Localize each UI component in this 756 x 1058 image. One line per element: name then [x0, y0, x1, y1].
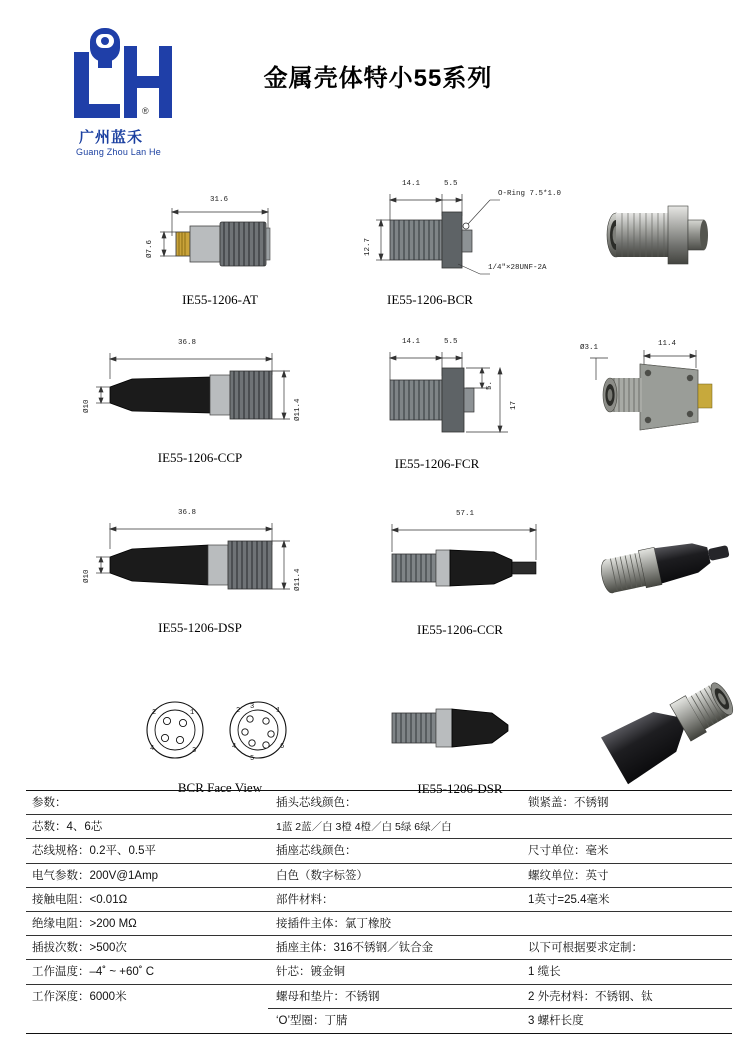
- spec-row: 1 缆长: [520, 960, 732, 984]
- spec-row: 绝缘电阻：>200 MΩ: [26, 912, 268, 936]
- spec-row: 参数：: [26, 791, 268, 815]
- drawing-dsr: [368, 685, 588, 771]
- photo-cell-dsr: [586, 680, 746, 790]
- drawing-cell-ccp: [80, 335, 320, 465]
- label-bcr-oring: O-Ring 7.5*1.0: [498, 190, 562, 198]
- spec-row: 芯数：4、6芯: [26, 815, 268, 839]
- caption-at: IE55-1206-AT: [182, 292, 258, 307]
- spec-row: 1英寸=25.4毫米: [520, 888, 732, 912]
- spec-row: 插头芯线颜色：: [268, 791, 520, 815]
- drawing-face-view: [120, 690, 320, 770]
- drawing-cell-dsp: [80, 505, 320, 635]
- svg-text:6: 6: [280, 743, 285, 751]
- spec-row: 针芯：镀金铜: [268, 960, 520, 984]
- spec-column-parameters: [26, 791, 268, 1033]
- drawing-cell-dsr: [368, 685, 588, 795]
- spec-row: 插拔次数：>500次: [26, 936, 268, 960]
- drawing-at: [120, 180, 320, 280]
- photo-fcr: [580, 340, 730, 436]
- spec-row: 以下可根据要求定制：: [520, 936, 732, 960]
- spec-row: [520, 912, 732, 936]
- drawing-cell-bcr: [362, 174, 582, 310]
- svg-text:5: 5: [250, 755, 255, 763]
- page-header: [0, 0, 756, 155]
- caption-ccr: IE55-1206-CCR: [417, 622, 503, 637]
- caption-dsr: IE55-1206-DSR: [417, 781, 503, 796]
- svg-text:4: 4: [232, 743, 237, 751]
- spec-row: 接插件主体：氯丁橡胶: [268, 912, 520, 936]
- caption-fcr: IE55-1206-FCR: [394, 456, 480, 471]
- spec-row: 部件材料：: [268, 888, 520, 912]
- photo-cell-fcr: [580, 340, 730, 450]
- dim-dsp-d2: Ø11.4: [294, 568, 302, 591]
- drawing-ccr: [368, 510, 588, 610]
- specification-table: [26, 790, 732, 1034]
- spec-row: 2 外壳材料：不锈钢、钛: [520, 985, 732, 1009]
- spec-column-notes: [520, 791, 732, 1033]
- svg-text:2: 2: [152, 709, 157, 717]
- spec-column-materials: [268, 791, 520, 1033]
- spec-row: 1蓝 2蓝／白 3橙 4橙／白 5绿 6绿／白: [268, 815, 520, 839]
- logo-chinese-name: 广州蓝禾: [79, 129, 144, 146]
- spec-row: 锁紧盖：不锈钢: [520, 791, 732, 815]
- svg-text:3: 3: [250, 703, 255, 711]
- photo-cell-bcr: [592, 190, 732, 280]
- caption-ccp: IE55-1206-CCP: [157, 450, 243, 465]
- photo-cell-ccr: [592, 520, 742, 620]
- spec-row: 工作深度：6000米: [32, 990, 127, 1003]
- caption-bcr: IE55-1206-BCR: [387, 292, 473, 307]
- spec-row: 电气参数：200V@1Amp: [26, 864, 268, 888]
- dim-fcr-b: 5.5: [444, 338, 458, 346]
- dim-fcr-a: 14.1: [402, 338, 421, 346]
- photo-bcr: [592, 190, 732, 280]
- dim-fcr-photo-d: Ø3.1: [580, 344, 599, 352]
- dim-ccp-d1: Ø10: [83, 399, 91, 413]
- dim-bcr-height: 12.7: [364, 237, 372, 256]
- caption-face-view: BCR Face View: [177, 780, 263, 795]
- dim-bcr-b: 5.5: [444, 180, 458, 188]
- drawing-cell-ccr: [368, 510, 588, 640]
- dim-ccp-length: 36.8: [178, 339, 197, 347]
- dim-bcr-a: 14.1: [402, 180, 421, 188]
- dim-ccp-d2: Ø11.4: [294, 398, 302, 421]
- photo-ccr: [592, 520, 742, 610]
- spec-row: 螺纹单位：英寸: [520, 864, 732, 888]
- spec-row: 螺母和垫片：不锈钢: [268, 985, 520, 1009]
- drawing-fcr: [362, 338, 572, 442]
- spec-row: 工作温度：–4˚ ~ +60˚ C: [26, 960, 268, 984]
- caption-dsp: IE55-1206-DSP: [158, 620, 242, 635]
- drawing-grid: [0, 160, 756, 796]
- svg-text:®: ®: [142, 106, 149, 116]
- dim-at-length: 31.6: [210, 196, 229, 204]
- spec-row: [520, 815, 732, 839]
- drawing-cell-at: [120, 180, 320, 310]
- spec-row: 尺寸单位：毫米: [520, 839, 732, 863]
- label-bcr-thread: 1/4"×28UNF-2A: [488, 264, 547, 272]
- page-title: 金属壳体特小55系列: [263, 65, 493, 92]
- dim-dsp-length: 36.8: [178, 509, 197, 517]
- svg-text:2: 2: [236, 707, 241, 715]
- logo-english-name: Guang Zhou Lan He: [76, 147, 161, 157]
- svg-text:1: 1: [190, 709, 195, 717]
- svg-text:1: 1: [276, 707, 281, 715]
- svg-text:4: 4: [150, 745, 155, 753]
- dim-fcr-d: 17: [510, 400, 518, 410]
- drawing-ccp: [80, 335, 320, 439]
- dim-at-diameter: Ø7.6: [146, 239, 154, 258]
- photo-dsr: [586, 680, 746, 780]
- dim-fcr-c: 5.: [486, 380, 494, 390]
- spec-row: 插座主体：316不锈钢／钛合金: [268, 936, 520, 960]
- dim-fcr-photo-w: 11.4: [658, 340, 677, 348]
- drawing-dsp: [80, 505, 320, 609]
- spec-row: 3 螺杆长度: [528, 1014, 584, 1027]
- spec-row: 接触电阻：<0.01Ω: [26, 888, 268, 912]
- svg-text:3: 3: [192, 747, 197, 755]
- spec-row: 白色（数字标签）: [268, 864, 520, 888]
- dim-dsp-d1: Ø10: [83, 569, 91, 583]
- drawing-cell-fcr: [362, 338, 572, 471]
- spec-row: 插座芯线颜色：: [268, 839, 520, 863]
- spec-row: ‘O’型圈：丁腈: [276, 1014, 348, 1027]
- spec-row: 芯线规格：0.2平、0.5平: [26, 839, 268, 863]
- drawing-cell-face-view: [120, 690, 320, 800]
- dim-ccr-length: 57.1: [456, 510, 475, 518]
